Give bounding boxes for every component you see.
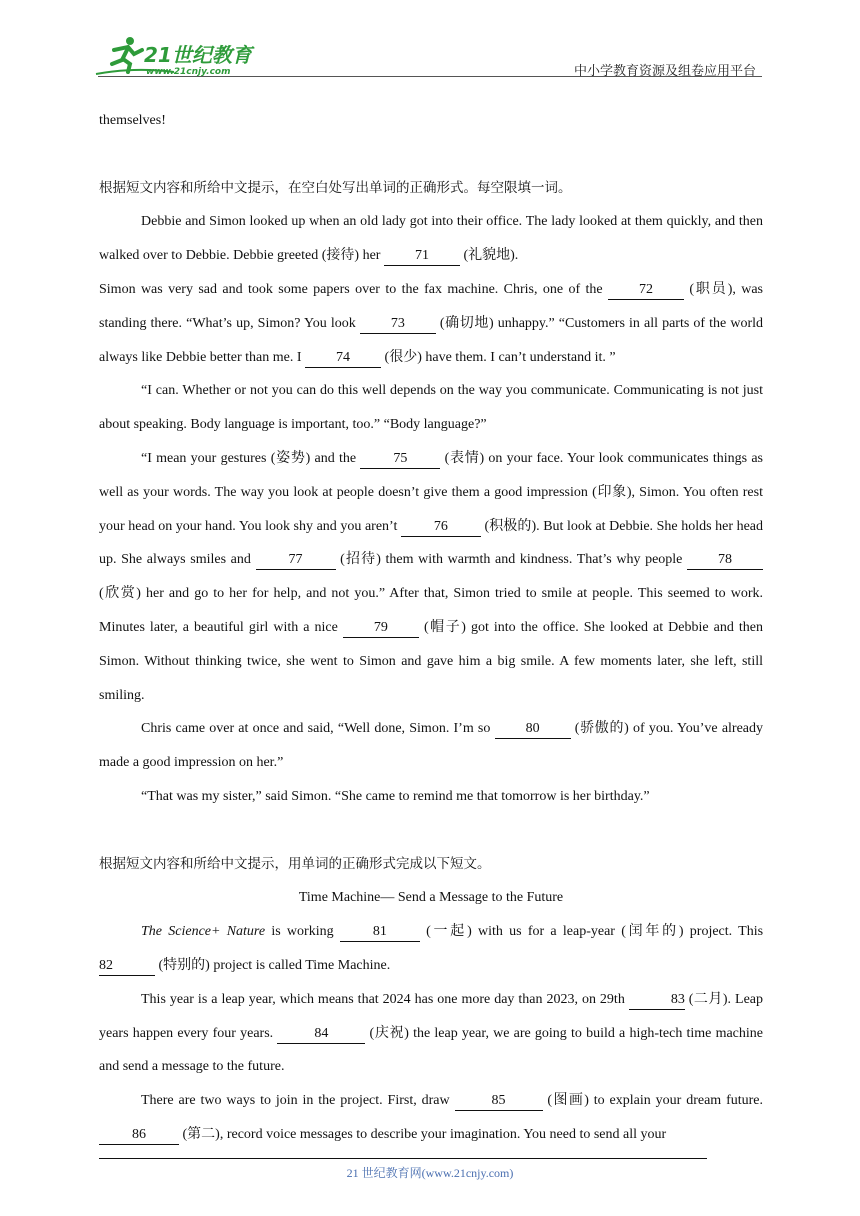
blank-79[interactable]: 79 [343, 619, 419, 638]
passage-title: Time Machine— Send a Message to the Future [298, 890, 564, 906]
spacer [99, 138, 763, 172]
blank-85[interactable]: 85 [455, 1092, 543, 1111]
s1-paragraph-6: “That was my sister,” said Simon. “She came to remind me that tomorrow is her birthday.” [141, 788, 650, 804]
blank-73[interactable]: 73 [360, 315, 436, 334]
blank-71[interactable]: 71 [384, 247, 460, 266]
blank-76[interactable]: 76 [401, 518, 481, 537]
footer-divider [99, 1158, 707, 1159]
blank-84[interactable]: 84 [277, 1025, 365, 1044]
blank-81[interactable]: 81 [340, 923, 420, 942]
s1-paragraph-2: Simon was very sad and took some papers over to the fax machine. Chris, one of the 72 (职员), was standing there. “What’s up, Simon? You look 73 (确切地) unhappy.” “Customers in all parts of the world always like Debbie better than me. I 74 (很少) have them. I can’t understand it. ” [99, 273, 763, 374]
section2-instruction: 根据短文内容和所给中文提示，用单词的正确形式完成以下短文。 [99, 855, 491, 872]
s2-paragraph-3: There are two ways to join in the project. First, draw 85 (图画) to explain your dream future. 86 (第二), record voice messages to describe your imagination. You need to send all your [99, 1084, 763, 1152]
section1-instruction: 根据短文内容和所给中文提示，在空白处写出单词的正确形式。每空限填一词。 [99, 179, 572, 196]
s1-paragraph-3: “I can. Whether or not you can do this well depends on the way you communicate. Communicating is not just about speaking. Body language is important, too.” “Body language?” [99, 383, 763, 433]
site-logo [94, 34, 264, 78]
s2-paragraph-2: This year is a leap year, which means that 2024 has one more day than 2023, on 29th 83 (二月). Leap years happen every four years. 84 (庆祝) the leap year, we are going to build a high-tech time machine and send a message to the future. [99, 991, 764, 1075]
page-content [99, 104, 763, 1152]
blank-82[interactable]: 82 [99, 957, 155, 976]
s1-paragraph-1: Debbie and Simon looked up when an old lady got into their office. The lady looked at them quickly, and then walked over to Debbie. Debbie greeted (接待) her 71 (礼貌地). [99, 205, 763, 273]
blank-78[interactable]: 78 [687, 551, 763, 570]
logo-text: 21世纪教育 [144, 43, 252, 67]
s2-paragraph-1: The Science+ Nature is working 81 (一起) with us for a leap-year (闰年的) project. This 82 (特别的) project is called Time Machine. [99, 915, 763, 983]
blank-86[interactable]: 86 [99, 1126, 179, 1145]
blank-75[interactable]: 75 [360, 450, 440, 469]
platform-label: 中小学教育资源及组卷应用平台 [573, 64, 756, 79]
spacer [99, 814, 763, 848]
carryover-text: themselves! [99, 113, 166, 128]
blank-72[interactable]: 72 [608, 281, 684, 300]
header-divider [98, 76, 762, 77]
s1-paragraph-5: Chris came over at once and said, “Well done, Simon. I’m so 80 (骄傲的) of you. You’ve already made a good impression on her.” [99, 721, 764, 771]
footer-text[interactable]: 21 世纪教育网(www.21cnjy.com) [346, 1166, 514, 1180]
s1-paragraph-4: “I mean your gestures (姿势) and the 75 (表情) on your face. Your look communicates things as well as your words. The way you look at people doesn’t give them a good impression (印象), Simon. You often rest your head on your hand. You look shy and you aren’t 76 (积极的). But look at Debbie. She holds her head up. She always smiles and 77 (招待) them with warmth and kindness. That’s why people 78 (欣赏) her and go to her for help, and not you.” After that, Simon tried to smile at people. This seemed to work. Minutes later, a beautiful girl with a nice 79 (帽子) got into the office. She looked at Debbie and then Simon. Without thinking twice, she went to Simon and gave him a big smile. A few moments later, she left, still smiling. [99, 450, 764, 703]
page-header [0, 0, 860, 80]
logo-url: www.21cnjy.com [146, 67, 231, 77]
blank-80[interactable]: 80 [495, 720, 571, 739]
blank-77[interactable]: 77 [256, 551, 336, 570]
blank-74[interactable]: 74 [305, 349, 381, 368]
blank-83[interactable]: 83 [629, 991, 685, 1010]
